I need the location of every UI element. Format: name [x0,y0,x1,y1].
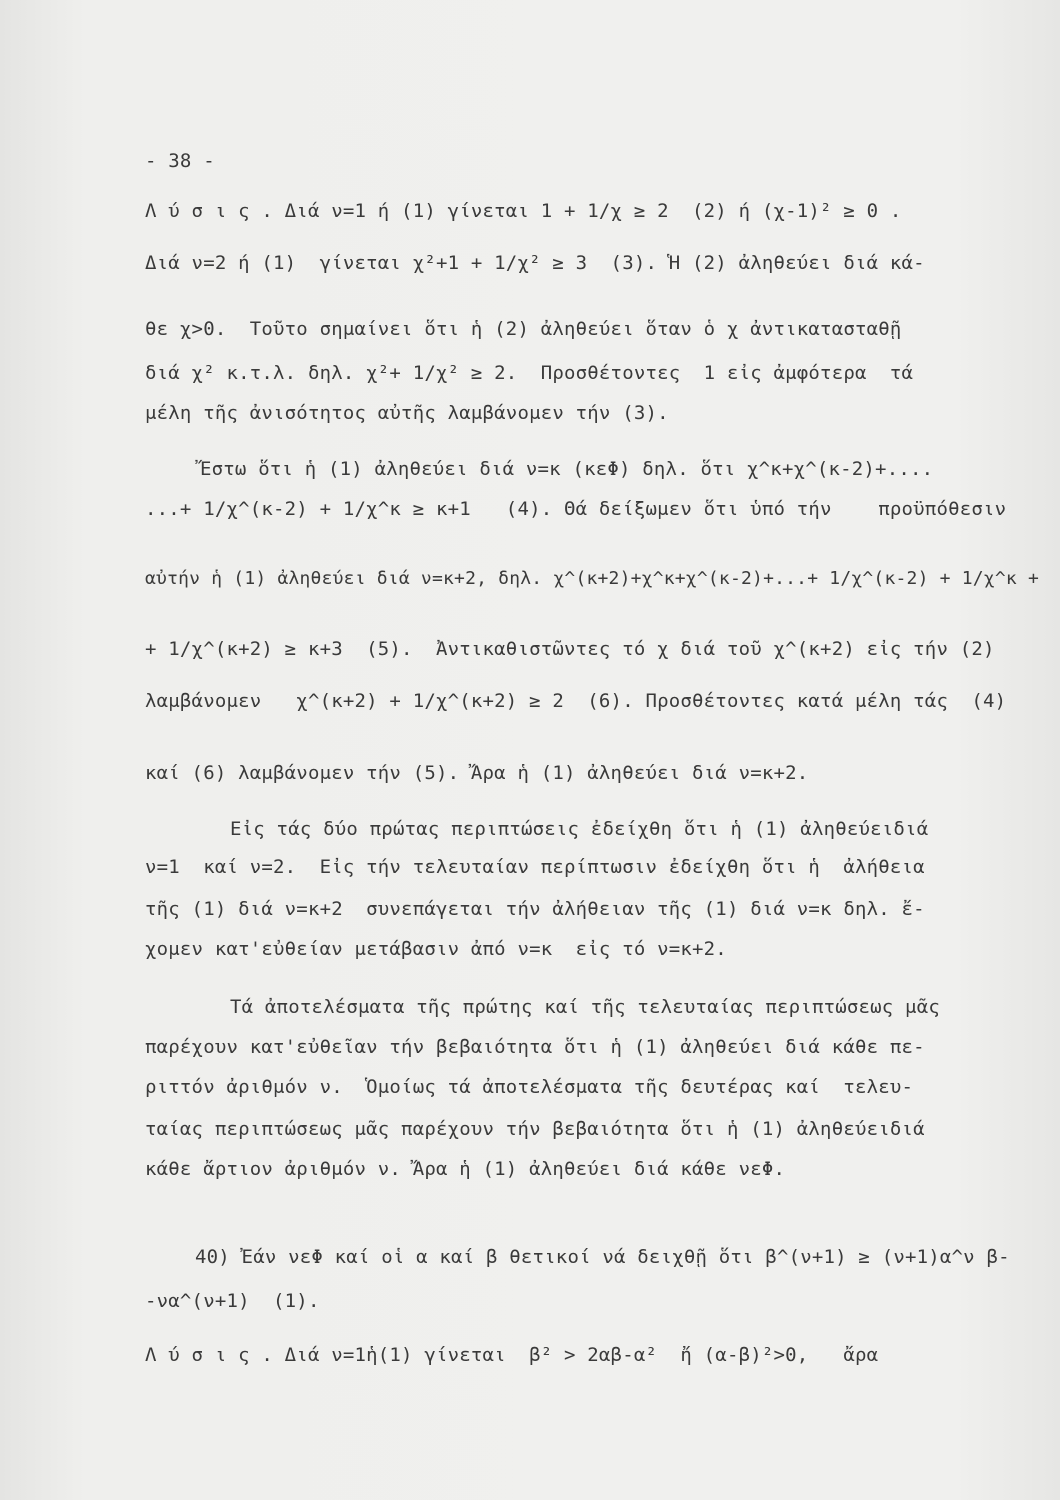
text-line-6: Ἔστω ὅτι ἡ (1) ἀληθεύει διά ν=κ (κεΦ) δηλ. ὅτι χ^κ+χ^(κ-2)+.... [200,458,934,480]
text-line-22: -να^(ν+1) (1). [145,1290,320,1312]
text-line-15: χομεν κατ'εὐθείαν μετάβασιν ἀπό ν=κ εἰς τό ν=κ+2. [145,938,727,960]
text-line-20: κάθε ἄρτιον ἀριθμόν ν. Ἄρα ἡ (1) ἀληθεύει διά κάθε νεΦ. [145,1158,786,1180]
text-line-21: 40) Ἐάν νεΦ καί οἱ α καί β θετικοί νά δειχθῇ ὅτι β^(ν+1) ≥ (ν+1)α^ν β- [195,1246,1010,1268]
text-line-3: θε χ>0. Τοῦτο σημαίνει ὅτι ἡ (2) ἀληθεύει ὅταν ὁ χ ἀντικατασταθῇ [145,318,902,340]
text-line-1: Λ ύ σ ι ς . Διά ν=1 ή (1) γίνεται 1 + 1/χ ≥ 2 (2) ή (χ-1)² ≥ 0 . [145,200,902,222]
text-line-19: ταίας περιπτώσεως μᾶς παρέχουν τήν βεβαιότητα ὅτι ἡ (1) ἀληθεύειδιά [145,1118,925,1140]
text-line-13: ν=1 καί ν=2. Εἰς τήν τελευταίαν περίπτωσιν ἐδείχθη ὅτι ἡ ἀλήθεια [145,856,925,878]
text-line-2: Διά ν=2 ή (1) γίνεται χ²+1 + 1/χ² ≥ 3 (3). Ἡ (2) ἀληθεύει διά κά- [145,252,925,274]
text-line-17: παρέχουν κατ'εὐθεῖαν τήν βεβαιότητα ὅτι ἡ (1) ἀληθεύει διά κάθε πε- [145,1036,925,1058]
text-line-14: τῆς (1) διά ν=κ+2 συνεπάγεται τήν ἀλήθειαν τῆς (1) διά ν=κ δηλ. ἔ- [145,898,925,920]
text-line-8: αὐτήν ἡ (1) ἀληθεύει διά ν=κ+2, δηλ. χ^(κ+2)+χ^κ+χ^(κ-2)+...+ 1/χ^(κ-2) + 1/χ^κ + [145,568,1039,589]
text-line-12: Εἰς τάς δύο πρώτας περιπτώσεις ἐδείχθη ὅτι ἡ (1) ἀληθεύειδιά [230,818,929,840]
text-line-16: Τά ἀποτελέσματα τῆς πρώτης καί τῆς τελευταίας περιπτώσεως μᾶς [230,996,940,1018]
page-number: - 38 - [145,150,215,172]
text-line-11: καί (6) λαμβάνομεν τήν (5). Ἄρα ἡ (1) ἀληθεύει διά ν=κ+2. [145,762,809,784]
text-line-5: μέλη τῆς ἀνισότητος αὐτῆς λαμβάνομεν τήν (3). [145,402,669,424]
text-line-10: λαμβάνομεν χ^(κ+2) + 1/χ^(κ+2) ≥ 2 (6). Προσθέτοντες κατά μέλη τάς (4) [145,690,1007,712]
text-line-9: + 1/χ^(κ+2) ≥ κ+3 (5). Ἀντικαθιστῶντες τό χ διά τοῦ χ^(κ+2) εἰς τήν (2) [145,638,995,660]
text-line-4: διά χ² κ.τ.λ. δηλ. χ²+ 1/χ² ≥ 2. Προσθέτοντες 1 εἰς ἀμφότερα τά [145,362,914,384]
text-line-23: Λ ύ σ ι ς . Διά ν=1ἡ(1) γίνεται β² > 2αβ-α² ἤ (α-β)²>0, ἄρα [145,1344,879,1366]
text-line-7: ...+ 1/χ^(κ-2) + 1/χ^κ ≥ κ+1 (4). Θά δείξωμεν ὅτι ὑπό τήν προϋπόθεσιν [145,498,1007,520]
text-line-18: ριττόν ἀριθμόν ν. Ὁμοίως τά ἀποτελέσματα τῆς δευτέρας καί τελευ- [145,1076,914,1098]
